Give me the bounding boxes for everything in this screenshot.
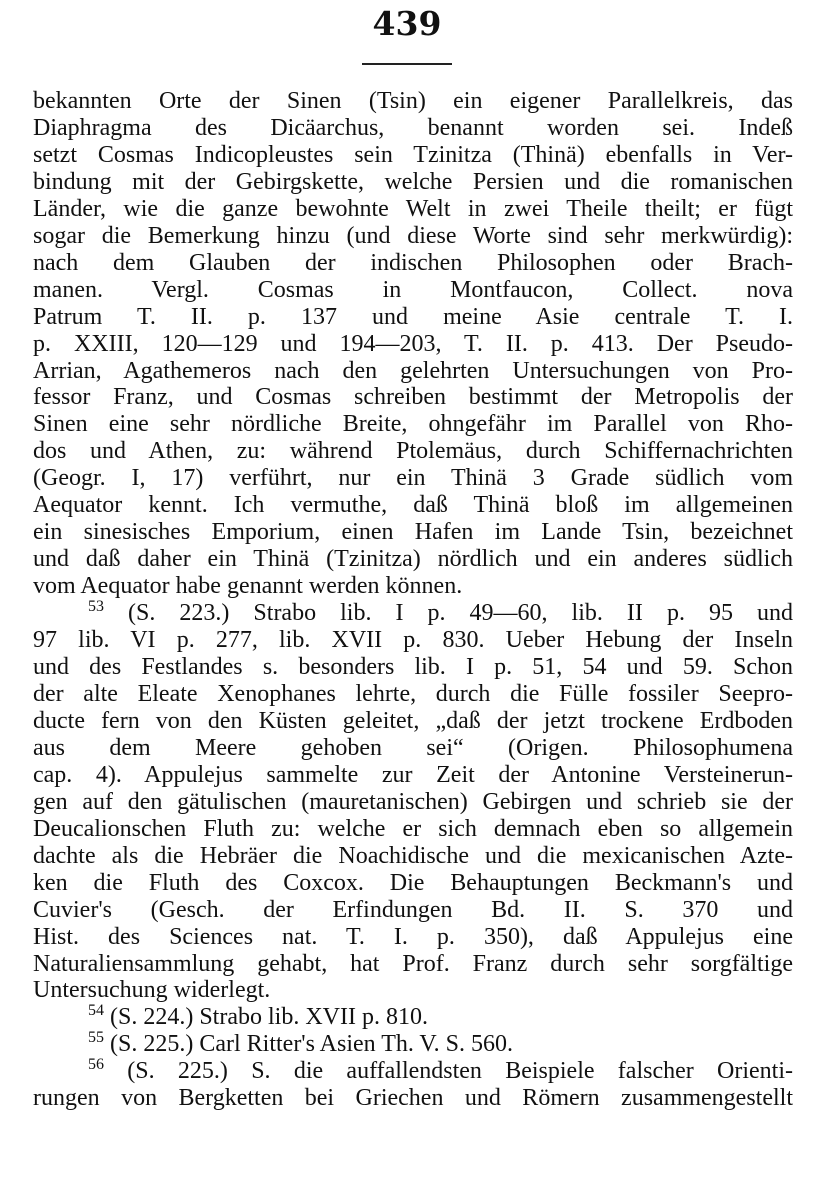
text-line: bekannten Orte der Sinen (Tsin) ein eigener Parallelkreis, das: [33, 88, 793, 114]
text-line: nach dem Glauben der indischen Philosophen oder Brach-: [33, 249, 793, 276]
footnote-53: [33, 600, 793, 1004]
page-number: 439: [372, 4, 442, 43]
footnote-line: Untersuchung widerlegt.: [33, 977, 271, 1004]
footnote-text: (S. 225.) Carl Ritter's Asien Th. V. S. 560.: [110, 1031, 514, 1058]
footnote-line: der alte Eleate Xenophanes lehrte, durch die Fülle fossiler Seepro-: [33, 680, 793, 707]
footnote-line: ducte fern von den Küsten geleitet, „daß der jetzt trockene Erdboden: [33, 707, 793, 734]
footnote-number: 55: [88, 1031, 104, 1047]
footnote-line: Cuvier's (Gesch. der Erfindungen Bd. II. S. 370 und: [33, 896, 793, 923]
footnote-line: cap. 4). Appulejus sammelte zur Zeit der Antonine Versteinerun-: [33, 761, 793, 788]
footnote-line: Naturaliensammlung gehabt, hat Prof. Franz durch sehr sorgfältige: [33, 950, 793, 977]
footnote-first-line: [33, 1031, 793, 1058]
text-line: Aequator kennt. Ich vermuthe, daß Thinä bloß im allgemeinen: [33, 492, 793, 519]
footnote-line: rungen von Bergketten bei Griechen und Römern zusammengestellt: [33, 1085, 793, 1112]
text-line: dos und Athen, zu: während Ptolemäus, durch Schiffernachrichten: [33, 438, 793, 465]
footnote-number: 56: [88, 1058, 104, 1074]
footnote-text: (S. 223.) Strabo lib. I p. 49—60, lib. II p. 95 und: [128, 600, 793, 627]
text-line: Patrum T. II. p. 137 und meine Asie centrale T. I.: [33, 303, 793, 330]
footnote-line: Hist. des Sciences nat. T. I. p. 350), daß Appulejus eine: [33, 923, 793, 950]
footnote-first-line: [33, 1058, 793, 1085]
footnote-54: [33, 1004, 793, 1031]
footnote-line: aus dem Meere gehoben sei“ (Origen. Philosophumena: [33, 734, 793, 761]
text-line: sogar die Bemerkung hinzu (und diese Worte sind sehr merkwürdig):: [33, 222, 793, 249]
text-line: manen. Vergl. Cosmas in Montfaucon, Collect. nova: [33, 276, 793, 303]
footnote-line: dachte als die Hebräer die Noachidische und die mexicanischen Azte-: [33, 842, 793, 869]
footnote-text: (S. 224.) Strabo lib. XVII p. 810.: [110, 1004, 428, 1031]
footnote-line: Deucalionschen Fluth zu: welche er sich demnach eben so allgemein: [33, 815, 793, 842]
footnote-first-line: [33, 1004, 793, 1031]
text-line: setzt Cosmas Indicopleustes sein Tzinitza (Thinä) ebenfalls in Ver-: [33, 141, 793, 168]
text-line: fessor Franz, und Cosmas schreiben bestimmt der Metropolis der: [33, 384, 793, 411]
footnote-line: und des Festlandes s. besonders lib. I p. 51, 54 und 59. Schon: [33, 654, 793, 681]
text-line: Sinen eine sehr nördliche Breite, ohngefähr im Parallel von Rho-: [33, 411, 793, 438]
footnote-line: gen auf den gätulischen (mauretanischen) Gebirgen und schrieb sie der: [33, 788, 793, 815]
footnote-first-line: [33, 600, 793, 627]
header-rule: [362, 63, 452, 65]
text-line: vom Aequator habe genannt werden können.: [33, 573, 463, 600]
text-line: Diaphragma des Dicäarchus, benannt worden sei. Indeß: [33, 114, 793, 141]
footnote-text: (S. 225.) S. die auffallendsten Beispiele falscher Orienti-: [127, 1058, 793, 1085]
text-line: ein sinesisches Emporium, einen Hafen im Lande Tsin, bezeichnet: [33, 519, 793, 546]
footnote-55: [33, 1031, 793, 1058]
footnote-line: 97 lib. VI p. 277, lib. XVII p. 830. Ueber Hebung der Inseln: [33, 627, 793, 654]
text-line: und daß daher ein Thinä (Tzinitza) nördlich und ein anderes südlich: [33, 546, 793, 573]
text-line: Arrian, Agathemeros nach den gelehrten Untersuchungen von Pro-: [33, 357, 793, 384]
text-line: bindung mit der Gebirgskette, welche Persien und die romanischen: [33, 168, 793, 195]
text-line: (Geogr. I, 17) verführt, nur ein Thinä 3 Grade südlich vom: [33, 465, 793, 492]
text-line: Länder, wie die ganze bewohnte Welt in zwei Theile theilt; er fügt: [33, 195, 793, 222]
body-text: [33, 88, 793, 1112]
footnote-line: ken die Fluth des Coxcox. Die Behauptungen Beckmann's und: [33, 869, 793, 896]
footnote-number: 53: [88, 600, 104, 616]
footnote-number: 54: [88, 1004, 104, 1020]
footnote-56: [33, 1058, 793, 1112]
text-line: p. XXIII, 120—129 und 194—203, T. II. p. 413. Der Pseudo-: [33, 330, 793, 357]
main-paragraph: [33, 88, 793, 600]
